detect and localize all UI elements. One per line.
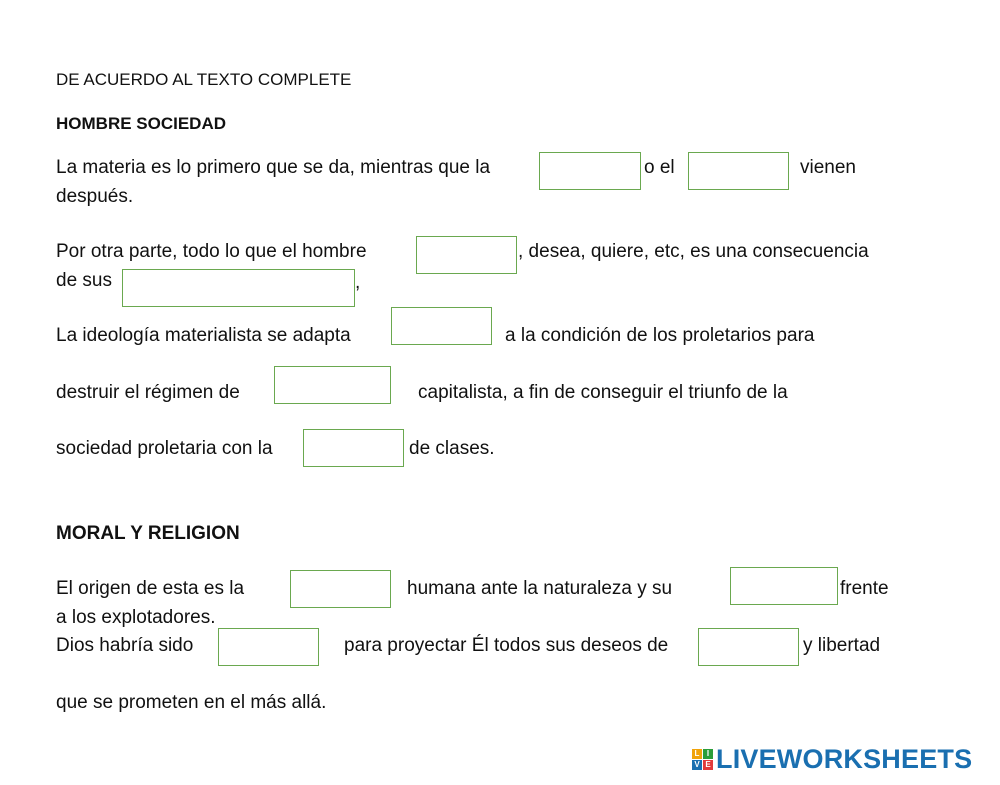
answer-input-9[interactable] [730, 567, 838, 605]
answer-input-10[interactable] [218, 628, 319, 666]
text-s2-p1-b: humana ante la naturaleza y su [407, 578, 673, 599]
text-s1-p3-a: La ideología materialista se adapta [56, 325, 351, 346]
section-title-moral-religion: MORAL Y RELIGION [56, 523, 240, 544]
answer-input-3[interactable] [416, 236, 517, 274]
text-s2-p1-a: El origen de esta es la [56, 578, 245, 599]
text-s1-p4-b: capitalista, a fin de conseguir el triunfo de la [418, 382, 788, 403]
text-s1-p5-a: sociedad proletaria con la [56, 438, 273, 459]
liveworksheets-logo-icon [692, 749, 713, 770]
instruction-text: DE ACUERDO AL TEXTO COMPLETE [56, 70, 352, 89]
text-s2-p2-c: y libertad [803, 635, 881, 656]
text-s2-p2-a: Dios habría sido [56, 635, 194, 656]
answer-input-1[interactable] [539, 152, 641, 190]
answer-input-11[interactable] [698, 628, 799, 666]
text-s1-p4-a: destruir el régimen de [56, 382, 240, 403]
logo-text: LIVEWORKSHEETS [716, 744, 973, 774]
text-s1-p1-a: La materia es lo primero que se da, mientras que la [56, 157, 491, 178]
answer-input-8[interactable] [290, 570, 391, 608]
text-s2-p1-c: frente [840, 578, 889, 599]
liveworksheets-logo [692, 744, 972, 775]
text-s1-p1-d: después. [56, 186, 134, 207]
section-title-hombre-sociedad: HOMBRE SOCIEDAD [56, 114, 227, 133]
text-s1-p2-a: Por otra parte, todo lo que el hombre [56, 241, 367, 262]
answer-input-2[interactable] [688, 152, 789, 190]
text-s1-p3-b: a la condición de los proletarios para [505, 325, 815, 346]
text-s2-p1-d: a los explotadores. [56, 607, 216, 628]
answer-input-5[interactable] [391, 307, 492, 345]
answer-input-4[interactable] [122, 269, 355, 307]
text-s1-p1-c: vienen [800, 157, 856, 178]
answer-input-7[interactable] [303, 429, 404, 467]
text-s2-p3: que se prometen en el más allá. [56, 692, 327, 713]
text-s1-p2-d: , [355, 272, 361, 293]
text-s2-p2-b: para proyectar Él todos sus deseos de [344, 635, 669, 656]
logo-mark-letter: E [703, 760, 713, 770]
logo-mark-letter: V [692, 760, 702, 770]
text-s1-p2-b: , desea, quiere, etc, es una consecuencia [518, 241, 869, 262]
text-s1-p1-b: o el [644, 157, 675, 178]
answer-input-6[interactable] [274, 366, 391, 404]
logo-mark-letter: I [703, 749, 713, 759]
text-s1-p5-b: de clases. [409, 438, 495, 459]
logo-mark-letter: L [692, 749, 702, 759]
text-s1-p2-c: de sus [56, 270, 112, 291]
